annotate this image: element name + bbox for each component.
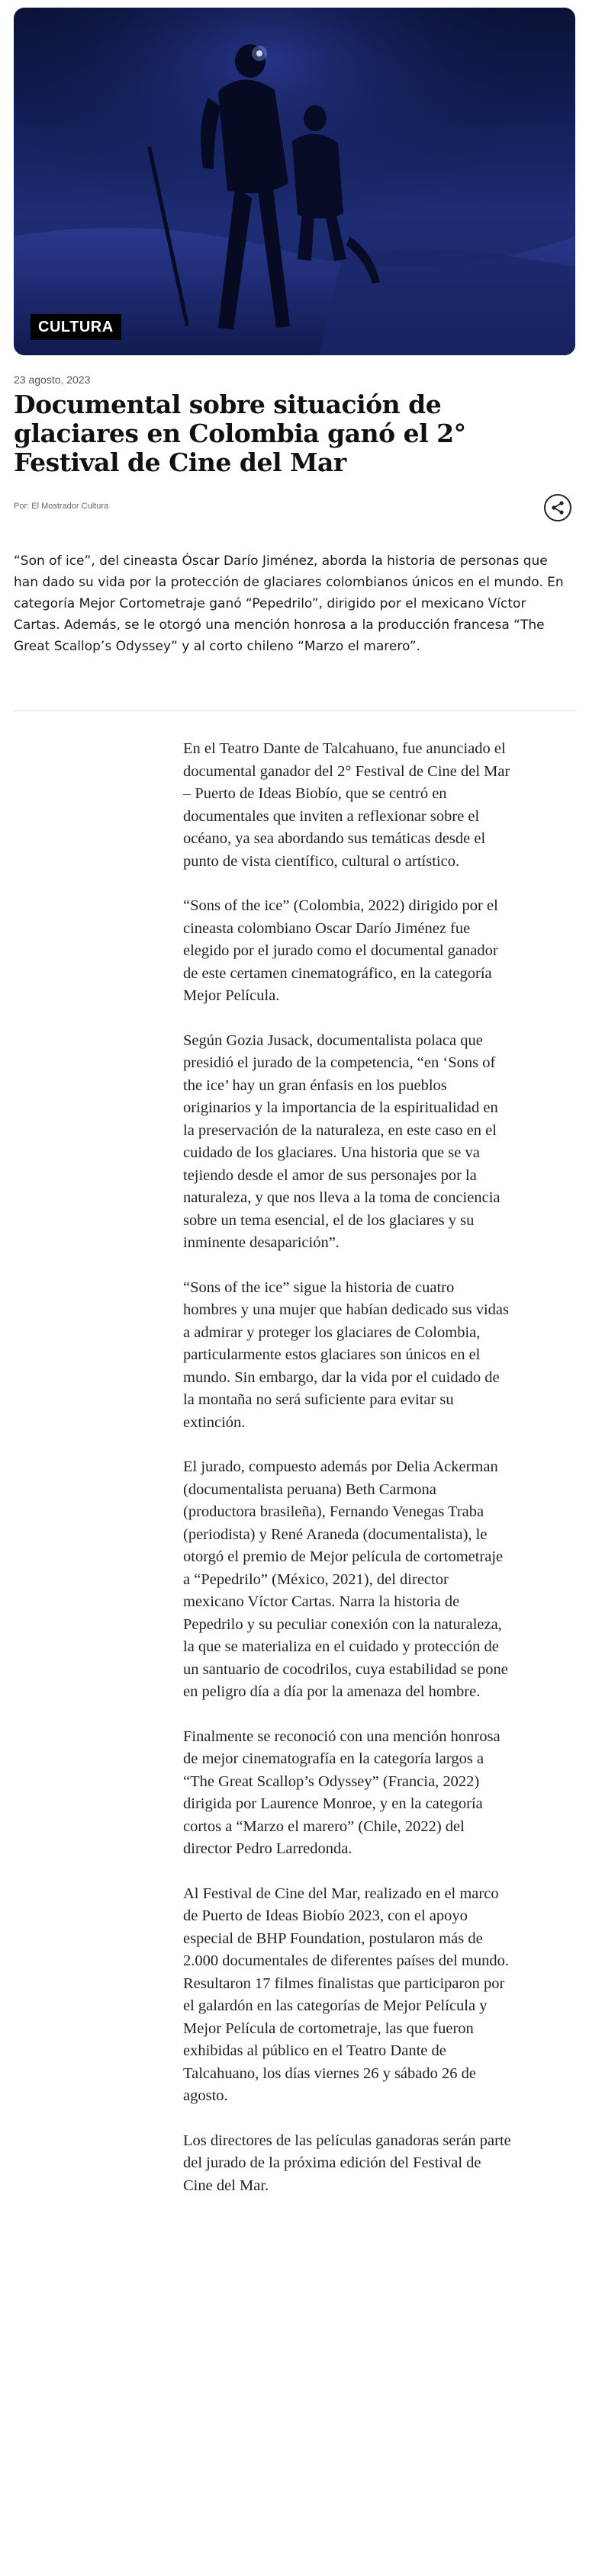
paragraph: En el Teatro Dante de Talcahuano, fue anunciado el documental ganador del 2° Festival de Cine del Mar – Puerto de Ideas Biobío, que se centró en documentales que inviten a reflexionar sobre el océano, ya sea abordando sus temáticas desde el punto de vista científico, cultural o artístico. xyxy=(183,740,510,870)
paragraph: “Sons of the ice” sigue la historia de cuatro hombres y una mujer que habían dedicado sus vidas a admirar y proteger los glaciares de Colombia, particularmente estos glaciares son únicos en el mundo. Sin embargo, dar la vida por el cuidado de la montaña no será suficiente para evitar su extinción. xyxy=(183,1278,509,1431)
paragraph: Finalmente se reconoció con una mención honrosa de mejor cinematografía en la categoría largos a “The Great Scallop’s Odyssey” (Francia, 2022) dirigida por Laurence Monroe, y en la categoría cortos a “Marzo el marero” (Chile, 2022) del director Pedro Larredonda. xyxy=(183,1727,500,1857)
paragraph: Los directores de las películas ganadoras serán parte del jurado de la próxima edición del Festival de Cine del Mar. xyxy=(183,2132,511,2194)
share-icon xyxy=(550,500,565,515)
share-button[interactable] xyxy=(544,494,571,521)
publish-date: 23 agosto, 2023 xyxy=(14,374,91,386)
hero-illustration xyxy=(14,8,575,355)
category-badge[interactable]: CULTURA xyxy=(31,314,121,340)
article-lead: “Son of ice”, del cineasta Óscar Darío Jiménez, aborda la historia de personas que han dado su vida por la protección de glaciares colombianos únicos en el mundo. En categoría Mejor Cortometraje ganó “Pepedrilo”, dirigido por el mexicano Víctor Cartas. Además, se le otorgó una mención honrosa a la producción francesa “The Great Scallop’s Odyssey” y al corto chileno “Marzo el marero”. xyxy=(14,553,564,654)
paragraph: Según Gozia Jusack, documentalista polaca que presidió el jurado de la competencia, “en ‘Sons of the ice’ hay un gran énfasis en los pueblos originarios y la importancia de la espiritualidad en la preservación de la naturaleza, en este caso en el cuidado de los glaciares. Una historia que se va tejiendo desde el amor de sus personajes por la naturaleza, y que nos lleva a la toma de conciencia sobre un tema esencial, el de los glaciares y su inminente desaparición”. xyxy=(183,1031,500,1251)
article-title: Documental sobre situación de glaciares en Colombia ganó el 2° Festival de Cine del Mar xyxy=(14,390,466,477)
hero-image xyxy=(14,8,575,355)
paragraph: El jurado, compuesto además por Delia Ackerman (documentalista peruana) Beth Carmona (productora brasileña), Fernando Venegas Traba (periodista) y René Araneda (documentalista), le otorgó el premio de Mejor película de cortometraje a “Pepedrilo” (México, 2021), del director mexicano Víctor Cartas. Narra la historia de Pepedrilo y su peculiar conexión con la naturaleza, la que se materializa en el cuidado y protección de un santuario de cocodrilos, cuya estabilidad se pone en peligro día a día por la amenaza del hombre. xyxy=(183,1458,508,1700)
byline[interactable]: Por: El Mostrador Cultura xyxy=(14,502,109,511)
article-body xyxy=(183,738,511,2219)
paragraph: “Sons of the ice” (Colombia, 2022) dirigido por el cineasta colombiano Oscar Darío Jiménez fue elegido por el jurado como el documental ganador de este certamen cinematográfico, en la categoría Mejor Película. xyxy=(183,897,498,1004)
paragraph: Al Festival de Cine del Mar, realizado en el marco de Puerto de Ideas Biobío 2023, con el apoyo especial de BHP Foundation, postularon más de 2.000 documentales de diferentes países del mundo. Resultaron 17 filmes finalistas que participaron por el galardón en las categorías de Mejor Película y Mejor Película de cortometraje, las que fueron exhibidas al público en el Teatro Dante de Talcahuano, los días viernes 26 y sábado 26 de agosto. xyxy=(183,1885,509,2104)
